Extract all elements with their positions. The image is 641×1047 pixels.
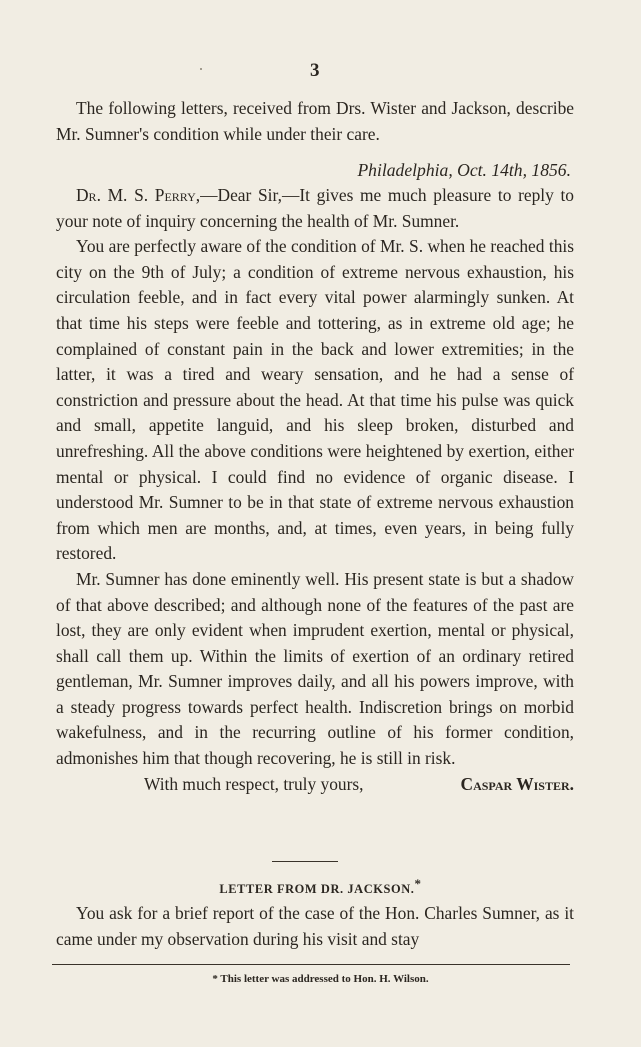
jackson-paragraph: You ask for a brief report of the case of the Hon. Charles Sumner, as it came under my observation during his visit and stay [56, 903, 574, 949]
dateline: Philadelphia, Oct. 14th, 1856. [357, 160, 571, 180]
closing: With much respect, truly yours, [144, 773, 364, 794]
salutation-name: Dr. M. S. Perry, [76, 185, 201, 205]
heading-text: LETTER FROM DR. JACKSON. [219, 882, 415, 897]
body-paragraph-2: Mr. Sumner has done eminently well. His present state is but a shadow of that above described; and although none of the features of the past are lost, they are only evident when imprudent exertion, mental or physical, shall call them up. Within the limits of exertion of an ordinary retired gentleman, Mr. Sumner improves daily, and all his powers improve, with a steady progress towards perfect health. Indiscretion brings on morbid wakefulness, and in the recurring outline of his former condition, admonishes him that though recovering, he is still in risk. [56, 568, 574, 769]
footnote: * This letter was addressed to Hon. H. Wilson. [212, 973, 429, 985]
signature-line [144, 772, 574, 798]
signature: Caspar Wister. [460, 773, 574, 794]
section-heading [0, 876, 641, 897]
wister-letter [56, 183, 574, 797]
intro-paragraph: The following letters, received from Drs. Wister and Jackson, describe Mr. Sumner's condition while under their care. [56, 98, 574, 144]
salutation-text: —Dear Sir,—It gives me much pleasure to reply to your note of inquiry concerning the health of Mr. Sumner. [56, 185, 574, 231]
page-number: 3 [310, 60, 320, 81]
footnote-rule [52, 964, 570, 965]
footnote-mark: * [414, 876, 422, 891]
body-paragraph-1: You are perfectly aware of the condition of Mr. S. when he reached this city on the 9th of July; a condition of extreme nervous exhaustion, his circulation feeble, and in fact every vital power alarmingly sunken. At that time his steps were feeble and tottering, as in extreme old age; he complained of constant pain in the back and lower extremities; in the latter, it was a tired and weary sensation, and he had a sense of constriction and pressure about the head. At that time his pulse was quick and small, appetite languid, and his sleep broken, disturbed and unrefreshing. All the above conditions were heightened by exertion, either mental or physical. I could find no evidence of organic disease. I understood Mr. Sumner to be in that state of extreme nervous exhaustion from which men are months, and, at times, even years, in being fully restored. [56, 236, 574, 564]
salutation-paragraph [56, 183, 574, 234]
section-divider [272, 861, 338, 862]
page-speck [200, 68, 202, 70]
